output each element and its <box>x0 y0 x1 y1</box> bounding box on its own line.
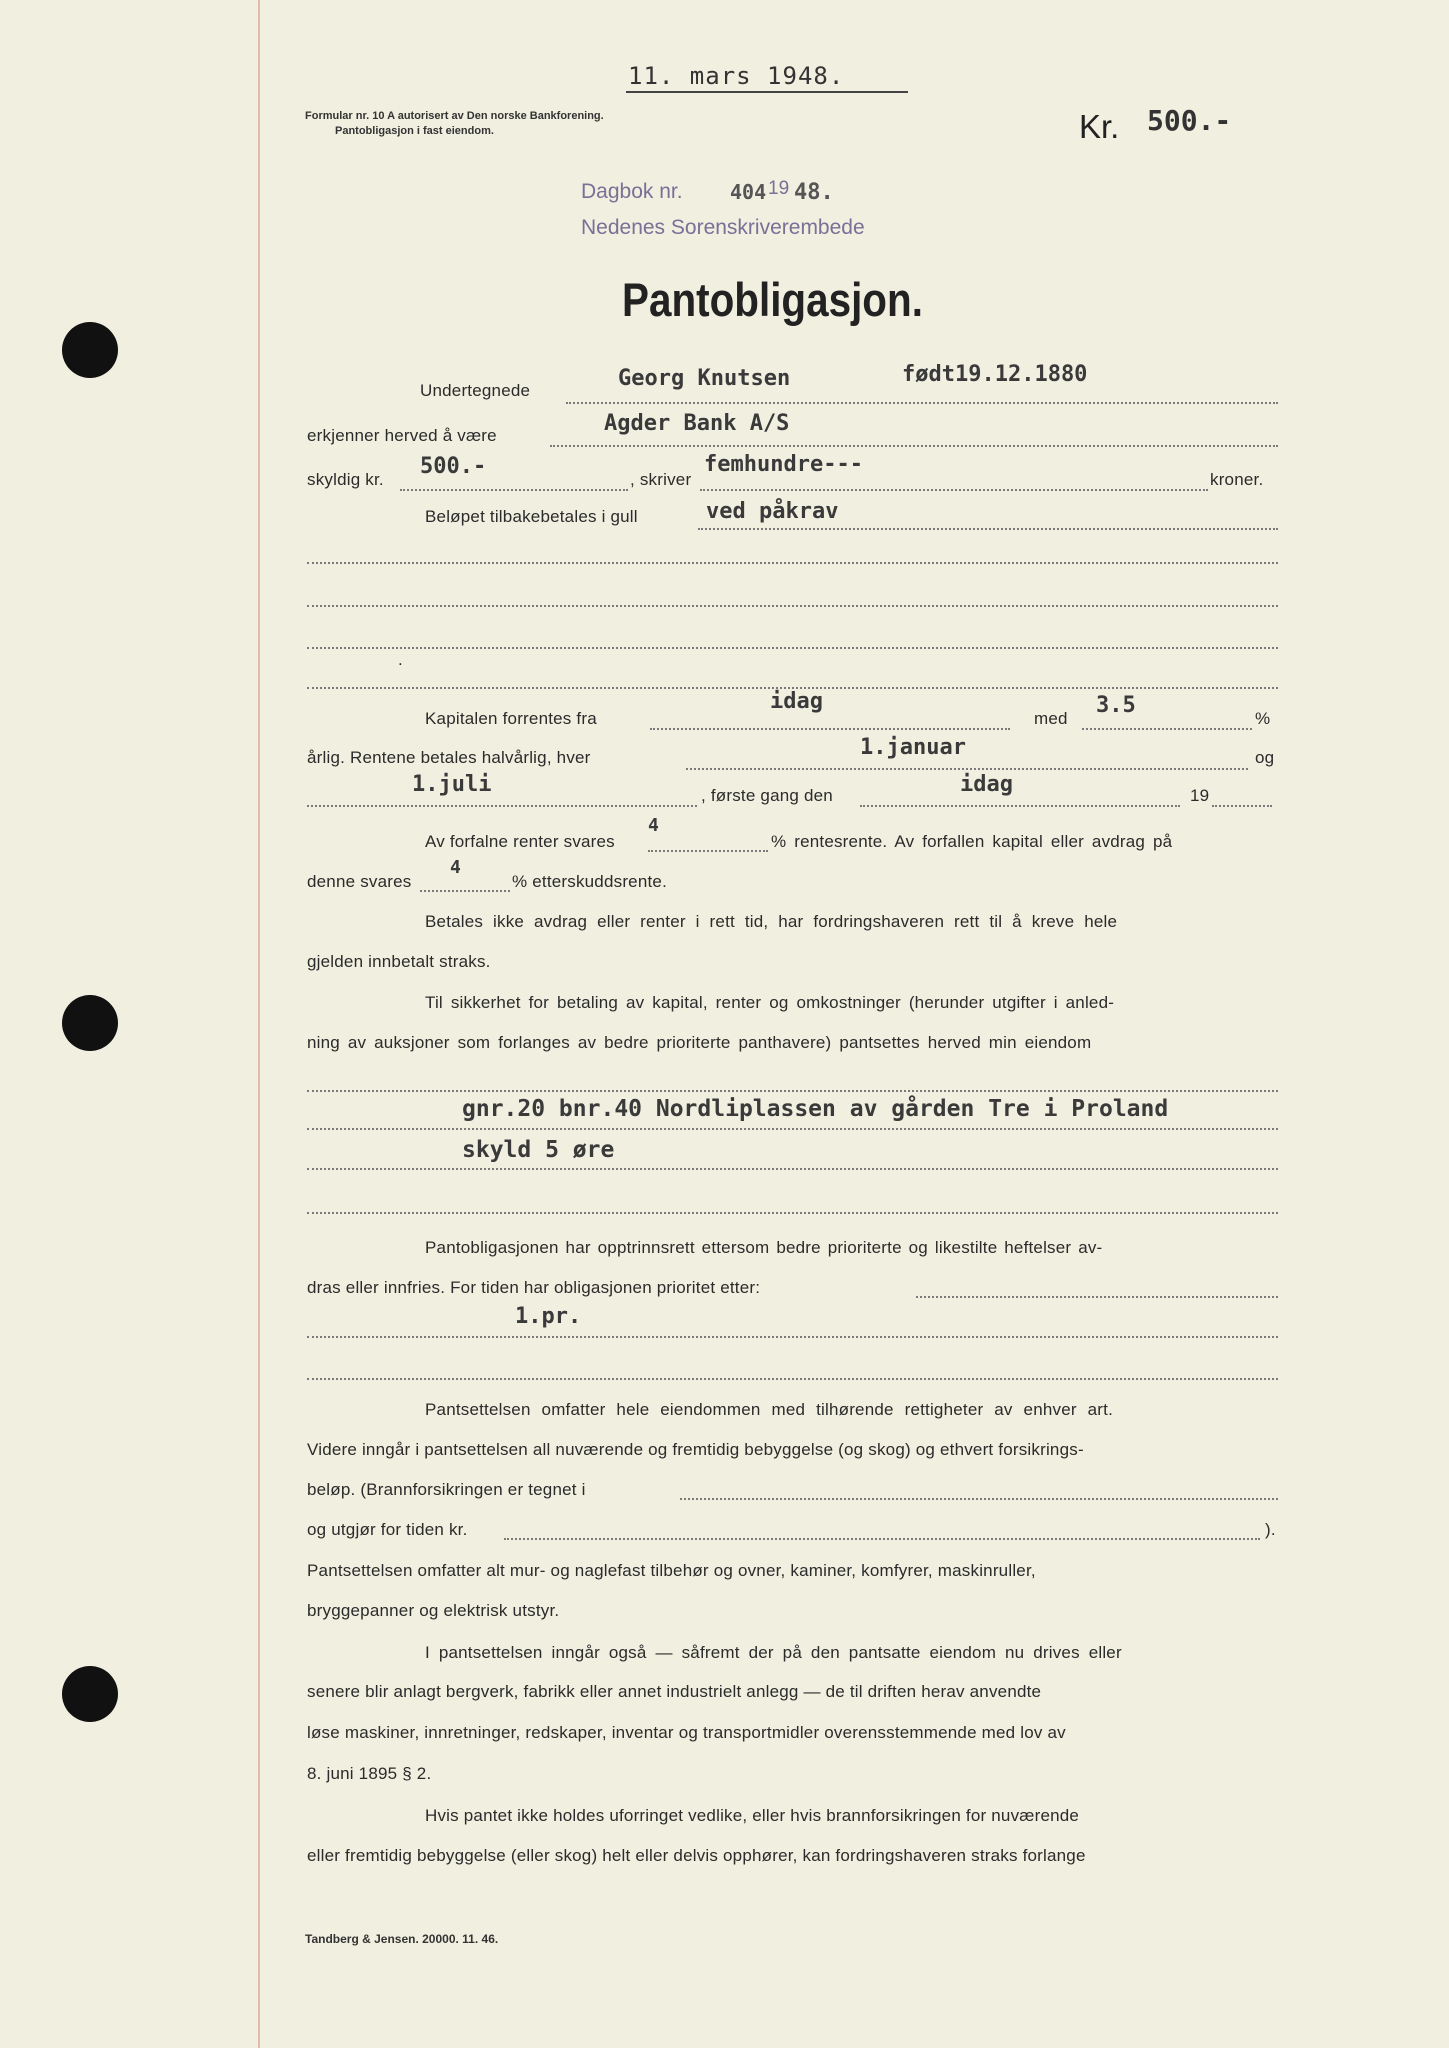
denne-label: denne svares <box>307 872 412 891</box>
utgjor-line <box>504 1538 1260 1540</box>
prioritet-line <box>307 1336 1278 1338</box>
rentesrente-value: 4 <box>648 815 659 836</box>
paragraph-vedlike-1: Hvis pantet ikke holdes uforringet vedlike, eller hvis brannforsikringen for nuværende <box>425 1806 1080 1825</box>
blank-line <box>307 562 1278 564</box>
rentesrente-line <box>648 850 768 852</box>
blank-line <box>307 605 1278 607</box>
rate-value: 3.5 <box>1096 693 1136 718</box>
document-date: 11. mars 1948. <box>628 62 845 90</box>
erkjenner-line <box>550 445 1278 447</box>
erkjenner-label: erkjenner herved å være <box>307 426 497 445</box>
undertegnede-value: Georg Knutsen <box>618 366 791 391</box>
undertegnede-line <box>566 402 1278 404</box>
dagbok-label: Dagbok nr. <box>581 180 683 203</box>
kr-amount: 500.- <box>1147 104 1232 137</box>
belopet-label: Beløpet tilbakebetales i gull <box>425 507 638 526</box>
kr-label: Kr. <box>1079 108 1120 145</box>
undertegnede-label: Undertegnede <box>420 381 531 400</box>
dagbok-year: 48. <box>794 180 834 205</box>
kapitalen-label: Kapitalen forrentes fra <box>425 709 597 728</box>
rate-line <box>1082 728 1252 730</box>
aarlig-label: årlig. Rentene betales halvårlig, hver <box>307 748 591 767</box>
year-line <box>1212 805 1272 807</box>
paragraph-omfatter-4-end: ). <box>1265 1520 1276 1539</box>
med-label: med <box>1034 709 1068 728</box>
paragraph-betales-1: Betales ikke avdrag eller renter i rett tid, har fordringshaveren rett til å kreve hele <box>425 912 1118 931</box>
skyldig-value: 500.- <box>420 454 487 479</box>
property-line-1: gnr.20 bnr.40 Nordliplassen av gården Tre i Proland <box>462 1096 1169 1122</box>
property-line <box>307 1090 1278 1092</box>
etterskudd-label: % etterskuddsrente. <box>512 872 667 891</box>
property-line <box>307 1128 1278 1130</box>
stray-dot: . <box>398 650 403 669</box>
halvaarlig-line-2 <box>307 805 697 807</box>
paragraph-omfatter-3: beløp. (Brannforsikringen er tegnet i <box>307 1480 586 1499</box>
paragraph-betales-2: gjelden innbetalt straks. <box>307 952 491 971</box>
property-line <box>307 1212 1278 1214</box>
halvaarlig-value-1: 1.januar <box>860 735 966 760</box>
percent-sign: % <box>1255 709 1271 728</box>
margin-line <box>258 0 260 2048</box>
paragraph-vedlike-2: eller fremtidig bebyggelse (eller skog) helt eller delvis opphører, kan fordringshaveren straks forlange <box>307 1846 1086 1865</box>
erkjenner-value: Agder Bank A/S <box>604 411 790 436</box>
date-underline <box>626 91 908 93</box>
kroner-label: kroner. <box>1210 470 1264 489</box>
skyldig-line <box>400 489 628 491</box>
skriver-value: femhundre--- <box>704 452 863 477</box>
nineteen-label: 19 <box>1190 786 1210 805</box>
belopet-line <box>698 528 1278 530</box>
paragraph-sikkerhet-2: ning av auksjoner som forlanges av bedre prioriterte panthavere) pantsettes herved min eiendom <box>307 1033 1092 1052</box>
kapitalen-value: idag <box>770 689 823 714</box>
paragraph-omfatter-5: Pantsettelsen omfatter alt mur- og naglefast tilbehør og ovner, kaminer, komfyrer, maskinruller, <box>307 1561 1036 1580</box>
paragraph-omfatter-6: bryggepanner og elektrisk utstyr. <box>307 1601 560 1620</box>
forste-line <box>860 805 1180 807</box>
blank-line <box>307 647 1278 649</box>
punch-hole <box>62 995 118 1051</box>
etterskudd-line <box>420 890 510 892</box>
fodt-value: født19.12.1880 <box>902 362 1088 387</box>
page-title: Pantobligasjon. <box>622 273 923 326</box>
prioritet-line <box>916 1296 1278 1298</box>
dagbok-number: 404 <box>730 180 767 204</box>
punch-hole <box>62 322 118 378</box>
og-label: og <box>1255 748 1275 767</box>
property-line <box>307 1168 1278 1170</box>
formular-line-1: Formular nr. 10 A autorisert av Den norske Bankforening. <box>305 110 604 122</box>
paragraph-opptrinn-1: Pantobligasjonen har opptrinnsrett ettersom bedre prioriterte og likestilte heftelser av- <box>425 1238 1103 1257</box>
prioritet-line <box>307 1378 1278 1380</box>
paragraph-industri-4: 8. juni 1895 § 2. <box>307 1764 432 1783</box>
forste-label: , første gang den <box>701 786 833 805</box>
dagbok-year-prefix: 19 <box>768 178 790 199</box>
property-line-2: skyld 5 øre <box>462 1137 615 1163</box>
skriver-label: , skriver <box>630 470 692 489</box>
paragraph-omfatter-4: og utgjør for tiden kr. <box>307 1520 468 1539</box>
paragraph-omfatter-2: Videre inngår i pantsettelsen all nuværende og fremtidig bebyggelse (og skog) og ethvert forsikrings- <box>307 1440 1084 1459</box>
skriver-line <box>700 489 1208 491</box>
av-forfalne-label: Av forfalne renter svares <box>425 832 615 851</box>
paragraph-sikkerhet-1: Til sikkerhet for betaling av kapital, renter og omkostninger (herunder utgifter i anled- <box>425 993 1115 1012</box>
paragraph-opptrinn-2: dras eller innfries. For tiden har obligasjonen prioritet etter: <box>307 1278 761 1297</box>
brannforsikring-line <box>680 1498 1278 1500</box>
forste-value: idag <box>960 772 1013 797</box>
paragraph-industri-2: senere blir anlagt bergverk, fabrikk eller annet industrielt anlegg — de til driften herav anvendte <box>307 1682 1042 1701</box>
paragraph-omfatter-1: Pantsettelsen omfatter hele eiendommen med tilhørende rettigheter av enhver art. <box>425 1400 1114 1419</box>
belopet-value: ved påkrav <box>706 499 839 524</box>
punch-hole <box>62 1666 118 1722</box>
rentesrente-label: % rentesrente. Av forfallen kapital eller avdrag på <box>771 832 1173 851</box>
formular-line-2: Pantobligasjon i fast eiendom. <box>335 125 494 137</box>
halvaarlig-value-2: 1.juli <box>412 772 492 797</box>
etterskudd-value: 4 <box>450 857 461 878</box>
office-stamp: Nedenes Sorenskriverembede <box>581 216 865 239</box>
halvaarlig-line-1 <box>686 768 1248 770</box>
paragraph-industri-3: løse maskiner, innretninger, redskaper, inventar og transportmidler overensstemmende med lov av <box>307 1723 1066 1742</box>
prioritet-value: 1.pr. <box>515 1304 582 1329</box>
skyldig-label: skyldig kr. <box>307 470 384 489</box>
paragraph-industri-1: I pantsettelsen inngår også — såfremt der på den pantsatte eiendom nu drives eller <box>425 1643 1122 1662</box>
printer-footer: Tandberg & Jensen. 20000. 11. 46. <box>305 1932 499 1946</box>
kapitalen-line <box>650 728 1010 730</box>
